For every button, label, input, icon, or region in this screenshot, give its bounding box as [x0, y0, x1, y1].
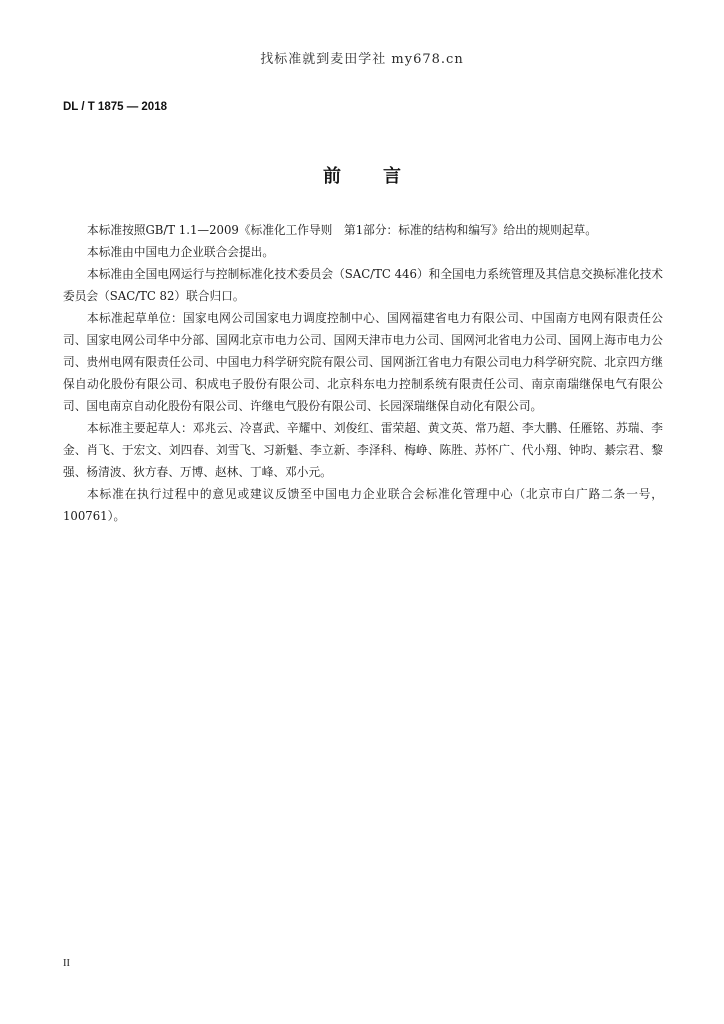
page-title: 前言: [323, 166, 443, 187]
paragraph-feedback: 本标准在执行过程中的意见或建议反馈至中国电力企业联合会标准化管理中心（北京市白广路二条一号，100761）。: [63, 487, 663, 523]
paragraph-proposer: 本标准由中国电力企业联合会提出。: [87, 245, 275, 259]
paragraph-drafting-rules: 本标准按照GB/T 1.1—2009《标准化工作导则 第1部分：标准的结构和编写》给出的规则起草。: [87, 223, 597, 237]
foreword-body: [63, 219, 663, 527]
paragraph-responsible-committee: 本标准由全国电网运行与控制标准化技术委员会（SAC/TC 446）和全国电力系统管理及其信息交换标准化技术委员会（SAC/TC 82）联合归口。: [63, 267, 663, 303]
paragraph-drafting-organizations: 本标准起草单位：国家电网公司国家电力调度控制中心、国网福建省电力有限公司、中国南方电网有限责任公司、国家电网公司华中分部、国网北京市电力公司、国网天津市电力公司、国网河北省电力公司、国网上海市电力公司、贵州电网有限责任公司、中国电力科学研究院有限公司、国网浙江省电力有限公司电力科学研究院、北京四方继保自动化股份有限公司、积成电子股份有限公司、北京科东电力控制系统有限责任公司、南京南瑞继保电气有限公司、国电南京自动化股份有限公司、许继电气股份有限公司、长园深瑞继保自动化有限公司。: [63, 311, 663, 413]
page-number: II: [63, 958, 70, 969]
standard-code-header: DL / T 1875 — 2018: [63, 101, 167, 113]
paragraph-main-drafters: 本标准主要起草人：邓兆云、冷喜武、辛耀中、刘俊红、雷荣超、黄文英、常乃超、李大鹏、任雁铭、苏瑞、李金、肖飞、于宏文、刘四春、刘雪飞、习新魁、李立新、李泽科、梅峥、陈胜、苏怀广、代小翔、钟昀、綦宗君、黎强、杨清波、狄方春、万博、赵林、丁峰、邓小元。: [63, 421, 663, 479]
watermark-text: 找标准就到麦田学社 my678.cn: [260, 52, 464, 67]
